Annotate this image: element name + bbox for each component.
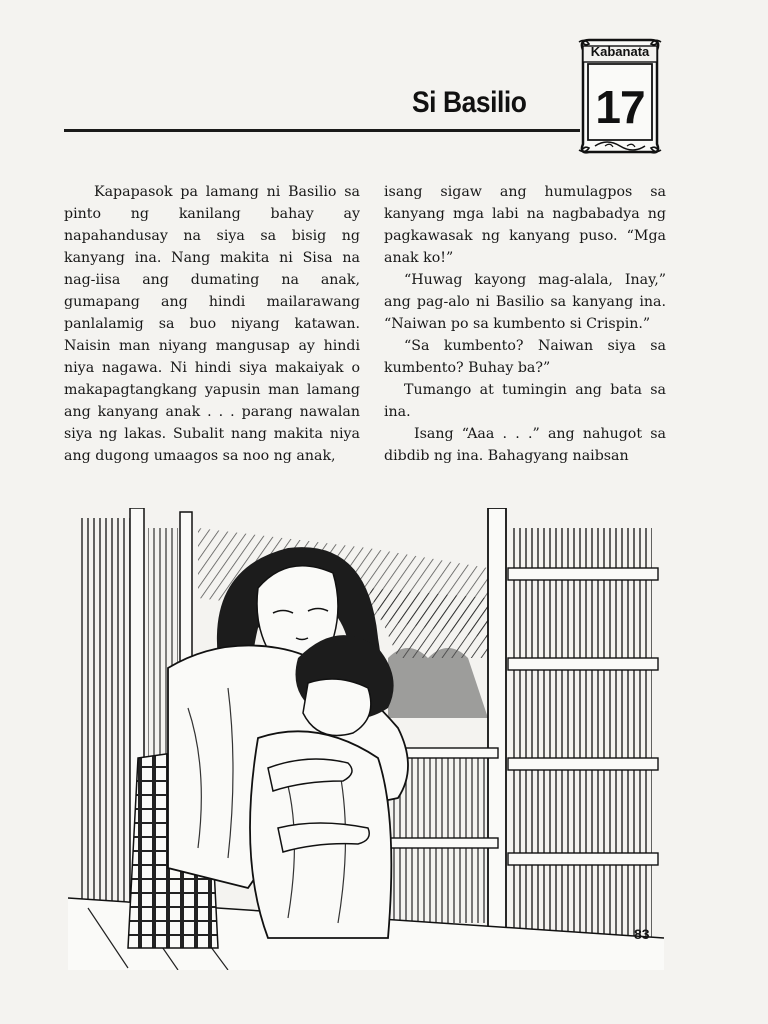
paragraph: Isang “Aaa . . .” ang nahugot sa dibdib ng ina. Bahagyang naibsan bbox=[384, 426, 666, 464]
chapter-number: 17 bbox=[595, 81, 645, 133]
text-column-left bbox=[64, 181, 360, 467]
chapter-label: Kabanata bbox=[590, 44, 650, 59]
paragraph: isang sigaw ang humulagpos sa kanyang mga labi na nagbabadya ng pagkawasak ng kanyang puso. “Mga anak ko!” bbox=[384, 184, 666, 266]
chapter-badge bbox=[575, 36, 665, 156]
paragraph: “Sa kumbento? Naiwan siya sa kumbento? Buhay ba?” bbox=[384, 338, 666, 376]
header-rule bbox=[64, 129, 580, 132]
paragraph: Tumango at tumingin ang bata sa ina. bbox=[384, 382, 666, 420]
chapter-title: Si Basilio bbox=[412, 86, 527, 119]
paragraph: Kapapasok pa lamang ni Basilio sa pinto ng kanilang bahay ay napahandusay na siya sa bisig ng kanyang ina. Nang makita ni Sisa na nag-iisa ang dumating na anak, gumapang ang hindi mailarawang panlalamig sa buo niyang katawan. Naisin man niyang mangusap ay hindi niya nagawa. Ni hindi siya makaiyak o makapagtangkang yapusin man lamang ang kanyang anak . . . parang nawalan siya ng lakas. Subalit nang makita niya ang dugong umaagos sa noo ng anak, bbox=[64, 184, 360, 464]
text-column-right bbox=[384, 181, 666, 467]
paragraph: “Huwag kayong mag-alala, Inay,” ang pag-alo ni Basilio sa kanyang ina. “Naiwan po sa kumbento si Crispin.” bbox=[384, 272, 666, 332]
mother-embracing-son-illustration bbox=[68, 508, 664, 970]
page-number: 83 bbox=[634, 926, 650, 942]
